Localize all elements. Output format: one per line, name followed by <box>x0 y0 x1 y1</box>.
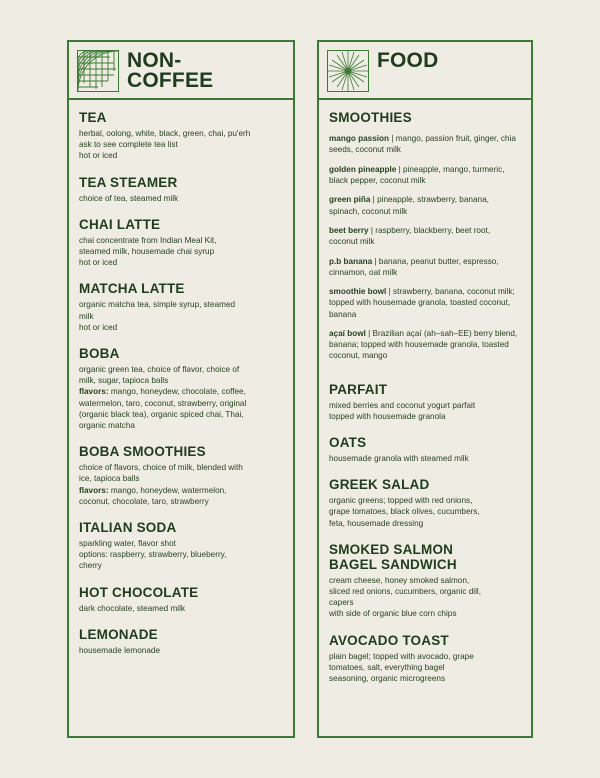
section-line: ice, tapioca balls <box>79 474 140 484</box>
item-lead: mango passion <box>329 134 390 144</box>
section-line: grape tomatoes, black olives, cucumbers, <box>329 507 480 517</box>
section-line: herbal, oolong, white, black, green, chai, pu'erh <box>79 129 251 138</box>
section-line: cherry <box>79 561 102 571</box>
column-body-non-coffee <box>69 100 293 668</box>
section-line: plain bagel; topped with avocado, grape <box>329 651 474 661</box>
section-title-line2: BAGEL SANDWICH <box>329 556 457 572</box>
section-line: chai concentrate from Indian Meal Kit, <box>79 235 217 245</box>
menu-section-smoked-salmon-bagel-sandwich <box>329 542 521 620</box>
menu-section-italian-soda <box>79 520 283 572</box>
item-lead: p.b banana <box>329 256 373 266</box>
menu-section-lemonade <box>79 627 283 656</box>
section-line: milk, sugar, tapioca balls <box>79 376 169 386</box>
flavors-line: coconut, chocolate, taro, strawberry <box>79 496 209 506</box>
smoothie-item <box>329 286 521 320</box>
section-title: CHAI LATTE <box>79 216 161 232</box>
menu-section-oats <box>329 435 521 464</box>
section-line: housemade lemonade <box>79 645 161 655</box>
flavors-label: flavors: <box>79 485 109 495</box>
section-title: SMOOTHIES <box>329 110 412 125</box>
section-flavors <box>79 386 283 397</box>
item-rest: | pineapple, mango, turmeric, black pepper, coconut milk <box>329 164 505 185</box>
section-line: mixed berries and coconut yogurt parfait <box>329 400 476 410</box>
section-line: housemade granola with steamed milk <box>329 453 469 463</box>
section-line: organic matcha tea, simple syrup, steamed <box>79 300 236 310</box>
menu-section-tea <box>79 110 283 162</box>
item-rest: | strawberry, banana, coconut milk; topped with housemade granola, toasted coconut, banana <box>329 287 515 319</box>
section-line: seasoning, organic microgreens <box>329 674 446 683</box>
column-title-line1: NON- <box>127 49 182 72</box>
menu-section-smoothies <box>329 110 521 362</box>
section-line: hot or iced <box>79 151 118 161</box>
section-line: tomatoes, salt, everything bagel <box>329 662 445 672</box>
section-line: hot or iced <box>79 258 118 268</box>
section-title: LEMONADE <box>79 626 158 642</box>
flavors-line: mango, honeydew, chocolate, coffee, <box>108 387 246 397</box>
section-title: HOT CHOCOLATE <box>79 584 199 600</box>
smoothie-item <box>329 164 521 186</box>
item-lead: green piña <box>329 195 371 205</box>
item-lead: smoothie bowl <box>329 287 387 297</box>
item-rest: | Brazilian açaí (ah–sah–EE) berry blend, banana; topped with housemade granola, toasted coconut, mango <box>329 328 518 361</box>
section-line: organic greens; topped with red onions, <box>329 496 473 506</box>
item-lead: açaí bowl <box>329 328 366 338</box>
flavors-line: (organic black tea), organic spiced chai, Thai, <box>79 409 244 419</box>
section-title: TEA <box>79 110 107 125</box>
item-rest: | raspberry, blackberry, beet root, coconut milk <box>329 225 491 247</box>
section-title: BOBA SMOOTHIES <box>79 444 206 460</box>
flavors-line: mango, honeydew, watermelon, <box>108 485 227 495</box>
grid-globe-icon <box>77 50 119 92</box>
column-header-non-coffee <box>69 42 293 100</box>
column-body-food <box>319 100 531 696</box>
flavors-line: watermelon, taro, coconut, strawberry, original <box>79 398 247 408</box>
section-title-line1: SMOKED SALMON <box>329 541 454 557</box>
item-lead: golden pineapple <box>329 164 397 174</box>
item-rest: | pineapple, strawberry, banana, spinach, coconut milk <box>329 195 489 216</box>
section-title: TEA STEAMER <box>79 174 178 190</box>
item-rest: | mango, passion fruit, ginger, chia seeds, coconut milk <box>329 134 516 155</box>
column-title-non-coffee <box>127 50 213 91</box>
flavors-line: organic matcha <box>79 421 135 431</box>
smoothie-item <box>329 256 521 278</box>
section-line: hot or iced <box>79 322 118 332</box>
menu-column-non-coffee <box>67 40 295 738</box>
item-lead: beet berry <box>329 225 369 235</box>
flavors-label: flavors: <box>79 387 109 397</box>
section-line: choice of flavors, choice of milk, blended with <box>79 463 243 473</box>
menu-section-boba-smoothies <box>79 444 283 507</box>
section-line: topped with housemade granola <box>329 411 446 421</box>
section-title: GREEK SALAD <box>329 477 430 493</box>
section-line: cream cheese, honey smoked salmon, <box>329 575 470 585</box>
section-line: choice of tea, steamed milk <box>79 193 179 203</box>
menu-section-parfait <box>329 382 521 422</box>
section-title: ITALIAN SODA <box>79 520 177 536</box>
section-line: ask to see complete tea list <box>79 140 178 150</box>
section-title: BOBA <box>79 346 120 362</box>
section-line: milk <box>79 311 94 321</box>
section-title: AVOCADO TOAST <box>329 632 449 648</box>
menu-section-tea-steamer <box>79 175 283 204</box>
item-rest: | banana, peanut butter, espresso, cinnamon, oat milk <box>329 256 499 277</box>
section-line: organic green tea, choice of flavor, choice of <box>79 365 240 375</box>
menu-section-matcha-latte <box>79 281 283 333</box>
section-title: MATCHA LATTE <box>79 281 185 297</box>
section-line: sparkling water, flavor shot <box>79 539 176 549</box>
section-line: with side of organic blue corn chips <box>329 609 457 619</box>
menu-section-greek-salad <box>329 477 521 529</box>
section-line: steamed milk, housemade chai syrup <box>79 247 215 257</box>
section-line: options: raspberry, strawberry, blueberry, <box>79 550 227 560</box>
smoothie-item <box>329 194 521 216</box>
section-line: feta, housemade dressing <box>329 518 424 528</box>
sunburst-icon <box>327 50 369 92</box>
section-title <box>329 542 521 572</box>
menu-section-chai-latte <box>79 217 283 269</box>
column-title-line1: FOOD <box>377 49 439 72</box>
section-line: capers <box>329 598 354 608</box>
smoothie-item <box>329 225 521 247</box>
smoothie-item <box>329 133 521 155</box>
section-line: sliced red onions, cucumbers, organic dill, <box>329 586 481 596</box>
smoothie-item <box>329 328 521 362</box>
section-flavors <box>79 485 283 496</box>
section-line: dark chocolate, steamed milk <box>79 603 186 613</box>
menu-section-boba <box>79 346 283 431</box>
column-header-food <box>319 42 531 100</box>
menu-column-food <box>317 40 533 738</box>
menu-section-avocado-toast <box>329 633 521 685</box>
section-title: PARFAIT <box>329 381 388 397</box>
column-title-food <box>377 50 438 71</box>
column-title-line2: COFFEE <box>127 69 214 92</box>
menu-section-hot-chocolate <box>79 585 283 614</box>
section-title: OATS <box>329 434 367 450</box>
